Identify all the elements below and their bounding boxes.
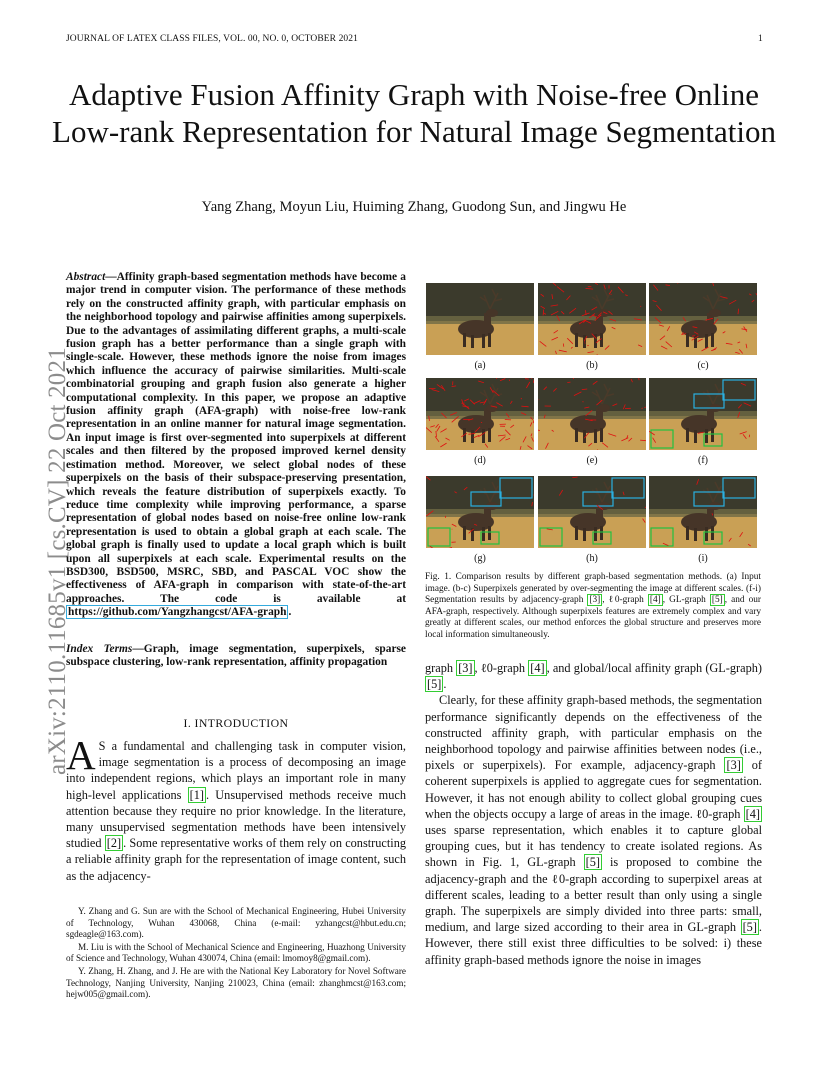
index-terms-text: —Graph, image segmentation, superpixels, sparse subspace clustering, low-rank representation, affinity propagation bbox=[66, 643, 406, 669]
citation-link[interactable]: [2] bbox=[106, 836, 122, 851]
citation-link[interactable]: [3] bbox=[458, 661, 473, 675]
text: , ℓ0-graph bbox=[474, 661, 529, 675]
text: uses sparse representation, which enables it to capture global grouping cues, but it has tendency to create isolated regions. As shown in Fig. 1, GL-graph bbox=[425, 823, 762, 870]
citation-link[interactable]: [4] bbox=[745, 806, 760, 821]
citation-link[interactable]: [1] bbox=[189, 787, 205, 802]
figure-caption bbox=[425, 572, 761, 642]
right-column-text bbox=[425, 660, 762, 968]
elk-photo bbox=[426, 283, 534, 355]
paragraph bbox=[425, 660, 762, 692]
figure-panel bbox=[426, 476, 534, 548]
figure-panel bbox=[538, 378, 646, 450]
abstract-end: . bbox=[288, 606, 292, 619]
author-footnotes bbox=[66, 906, 406, 1002]
running-header: JOURNAL OF LATEX CLASS FILES, VOL. 00, NO. 0, OCTOBER 2021 bbox=[66, 34, 358, 44]
text: , and global/local affinity graph (GL-graph) bbox=[546, 661, 762, 675]
abstract-text: —Affinity graph-based segmentation methods have become a major trend in computer vision. The performance of these methods rely on the constructed affinity graph, with particular emphasis on the neighborhood topology and pairwise affinities among superpixels. Due to the advantages of assimilating different graphs, a multi-scale fusion graph has a better performance than a single graph with single-scale. However, these methods ignore the noise from images which influence the accuracy of pairwise similarities. Multi-scale combinatorial grouping and graph fusion also generate a higher computational complexity. In this paper, we propose an adaptive fusion affinity graph (AFA-graph) with noise-free low-rank representation in an online manner for natural image segmentation. An input image is first over-segmented into superpixels at different scales and then filtered by the proposed improved kernel density estimation method. Moreover, we select global nodes of these superpixels on the basis of their subspace-preserving presentation, which reveals the feature distribution of superpixels exactly. To reduce time complexity while improving performance, a sparse representation of global nodes based on noise-free online low-rank representation is used to obtain a global graph at each scale. The global graph is finally used to update a local graph which is built upon all superpixels at each scale. Experimental results on the BSD300, BSD500, MSRC, SBD, and PASCAL VOC show the effectiveness of AFA-graph in comparison with state-of-the-art approaches. The code is available at bbox=[66, 271, 406, 605]
panel-label: (b) bbox=[586, 360, 598, 371]
text: graph bbox=[425, 661, 457, 675]
intro-paragraph bbox=[66, 732, 406, 884]
index-terms bbox=[66, 643, 406, 670]
index-terms-label: Index Terms bbox=[66, 643, 133, 655]
elk-photo bbox=[538, 283, 646, 355]
panel-label: (g) bbox=[474, 553, 486, 564]
figure-panel bbox=[538, 476, 646, 548]
intro-text-3: . Some representative works of them rely on constructing a reliable affinity graph for the representation of image content, such as the adjacency- bbox=[66, 836, 406, 883]
arxiv-identifier: arXiv:2110.11685v1 [cs.CV] 22 Oct 2021 bbox=[44, 347, 71, 775]
panel-label: (c) bbox=[697, 360, 709, 371]
figure-1 bbox=[426, 283, 759, 573]
figure-panel bbox=[426, 378, 534, 450]
caption-text-4: , and our AFA-graph, respectively. Although superpixels features are extremely complex and vary greatly at different scales, our method enforces the global structure and preserves more local information simultaneously. bbox=[425, 595, 761, 640]
figure-panel bbox=[649, 378, 757, 450]
citation-link[interactable]: [5] bbox=[711, 595, 723, 606]
panel-label: (f) bbox=[698, 455, 708, 466]
footnote: M. Liu is with the School of Mechanical Science and Engineering, Huazhong University of Science and Technology, Wuhan 430074, China (email: lmomoy8@gmail.com). bbox=[66, 941, 406, 964]
caption-text-2: , ℓ0-graph bbox=[602, 595, 648, 606]
citation-link[interactable]: [5] bbox=[585, 855, 600, 870]
panel-label: (a) bbox=[474, 360, 486, 371]
citation-link[interactable]: [5] bbox=[742, 920, 757, 935]
section-heading: I. INTRODUCTION bbox=[183, 716, 289, 730]
text: is proposed to combine the adjacency-graph and the ℓ0-graph according to superpixel areas at different scales, leading to a better result than only using a single graph. The superpixels are simply divided into three parts: small, medium, and large sized according to their area in GL-graph bbox=[425, 855, 762, 935]
figure-panel bbox=[538, 283, 646, 355]
page-number: 1 bbox=[758, 34, 763, 44]
panel-label: (e) bbox=[586, 455, 598, 466]
citation-link[interactable]: [4] bbox=[530, 661, 545, 675]
paper-title: Adaptive Fusion Affinity Graph with Noise-free Online Low-rank Representation for Natural Image Segmentation bbox=[52, 77, 776, 149]
figure-panel bbox=[426, 283, 534, 355]
drop-cap: A bbox=[66, 732, 96, 778]
arxiv-stamp bbox=[4, 305, 71, 775]
panel-label: (i) bbox=[698, 553, 708, 564]
footnote: Y. Zhang and G. Sun are with the School of Mechanical Engineering, Hubei University of Technology, Wuhan 430068, China (e-mail: yzhangcst@hbut.edu.cn; sgdeagle@163.com). bbox=[66, 906, 406, 940]
elk-photo bbox=[538, 476, 646, 548]
intro-text-1: S a fundamental and challenging task in computer vision, image segmentation is a process of decomposing an image into independent regions, which plays an important role in many high-level applications bbox=[66, 739, 406, 802]
elk-photo bbox=[426, 476, 534, 548]
citation-link[interactable]: [4] bbox=[649, 595, 661, 606]
text: of coherent superpixels is applied to aggregate cues for segmentation. However, it has not enough ability to collect global grouping cues when the objects occupy a large of areas in the image. ℓ0-graph bbox=[425, 758, 762, 821]
text: Clearly, for these affinity graph-based methods, the segmentation performance significantly depends on the effectiveness of the constructed affinity graph, with particular emphasis on the neighborhood topology and pairwise affinities between nodes (i.e., pixels or superpixels). For example, adjacency-graph bbox=[425, 693, 762, 773]
elk-photo bbox=[649, 476, 757, 548]
citation-link[interactable]: [3] bbox=[589, 595, 601, 606]
caption-text-1: Fig. 1. Comparison results by different graph-based segmentation methods. (a) Input image. (b-c) Superpixels generated by over-segmenting the image at different scales. (f-i) Segmentation results by adjacency-graph bbox=[425, 572, 761, 606]
citation-link[interactable]: [3] bbox=[726, 758, 741, 773]
abstract-label: Abstract bbox=[66, 271, 106, 283]
abstract bbox=[66, 271, 406, 620]
figure-panel bbox=[649, 283, 757, 355]
text: . bbox=[443, 677, 447, 692]
author-list: Yang Zhang, Moyun Liu, Huiming Zhang, Guodong Sun, and Jingwu He bbox=[201, 199, 627, 215]
panel-label: (d) bbox=[474, 455, 486, 466]
elk-photo bbox=[538, 378, 646, 450]
paragraph bbox=[425, 692, 762, 967]
panel-label: (h) bbox=[586, 553, 598, 564]
footnote: Y. Zhang, H. Zhang, and J. He are with the National Key Laboratory for Novel Software Technology, Nanjing University, Nanjing 210023, China (email: zhanghmcst@163.com; hejw005@gmail.com). bbox=[66, 965, 406, 1000]
intro-text-2: . Unsupervised methods receive much attention because they require no prior knowledge. In the literature, many unsupervised segmentation methods have been intensively studied bbox=[66, 787, 406, 851]
elk-photo bbox=[649, 283, 757, 355]
citation-link[interactable]: [5] bbox=[427, 677, 442, 692]
caption-text-3: , GL-graph bbox=[662, 595, 710, 606]
elk-photo bbox=[649, 378, 757, 450]
elk-photo bbox=[426, 378, 534, 450]
code-link[interactable]: https://github.com/Yangzhangcst/AFA-graph bbox=[68, 606, 287, 619]
figure-panel bbox=[649, 476, 757, 548]
text: . However, there still exist three difficulties to be solved: i) these affinity graph-based methods ignore the noise in images bbox=[425, 920, 762, 967]
